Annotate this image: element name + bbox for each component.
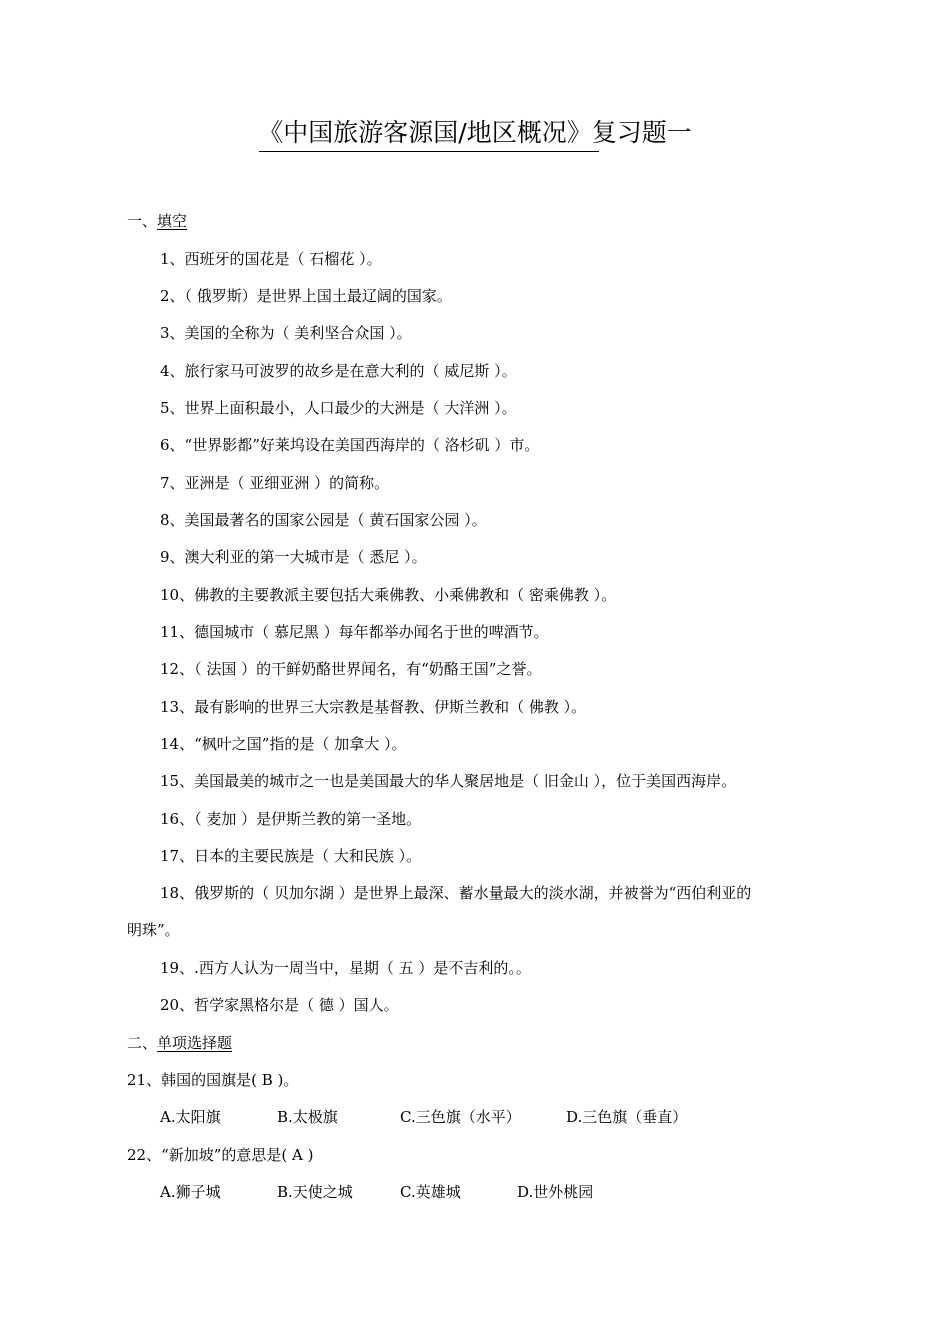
fill-item-7: 7、亚洲是（ 亚细亚洲 ）的简称。 [160, 474, 390, 492]
fill-item-15: 15、美国最美的城市之一也是美国最大的华人聚居地是（ 旧金山 ），位于美国西海岸。 [160, 772, 737, 790]
option-a: A.狮子城 [160, 1183, 221, 1201]
fill-item-5: 5、世界上面积最小，人口最少的大洲是（ 大洋洲 ）。 [160, 399, 517, 417]
fill-item-2: 2、（ 俄罗斯）是世界上国土最辽阔的国家。 [160, 287, 452, 305]
fill-item-4: 4、旅行家马可波罗的故乡是在意大利的（ 威尼斯 ）。 [160, 362, 517, 380]
option-c: C.三色旗（水平） [400, 1108, 521, 1126]
section-heading-choice [127, 1033, 232, 1053]
fill-item-14: 14、“枫叶之国”指的是（ 加拿大 ）。 [160, 735, 407, 753]
section-number: 二、 [127, 1034, 158, 1052]
section-number: 一、 [127, 212, 158, 230]
fill-item-10: 10、佛教的主要教派主要包括大乘佛教、小乘佛教和（ 密乘佛教 ）。 [160, 586, 617, 604]
option-c: C.英雄城 [400, 1183, 461, 1201]
option-b: B.太极旗 [277, 1108, 338, 1126]
fill-item-17: 17、日本的主要民族是（ 大和民族 ）。 [160, 847, 422, 865]
fill-item-19: 19、.西方人认为一周当中，星期（ 五 ）是不吉利的。。 [160, 959, 531, 977]
option-a: A.太阳旗 [160, 1108, 221, 1126]
fill-item-9: 9、澳大利亚的第一大城市是（ 悉尼 ）。 [160, 548, 427, 566]
question-21-stem: 21、韩国的国旗是( B )。 [127, 1071, 299, 1089]
fill-item-3: 3、美国的全称为（ 美利坚合众国 ）。 [160, 324, 412, 342]
fill-item-18-continued: 明珠”。 [127, 921, 180, 939]
section-label: 填空 [157, 212, 188, 230]
option-d: D.三色旗（垂直） [566, 1108, 688, 1126]
fill-item-11: 11、德国城市（ 慕尼黑 ）每年都举办闻名于世的啤酒节。 [160, 623, 549, 641]
page-title: 《中国旅游客源国/地区概况》复习题一 [258, 118, 692, 147]
fill-item-6: 6、“世界影都”好莱坞设在美国西海岸的（ 洛杉矶 ）市。 [160, 436, 540, 454]
option-b: B.天使之城 [277, 1183, 353, 1201]
question-22-stem: 22、“新加坡”的意思是( A ) [127, 1146, 314, 1164]
option-d: D.世外桃园 [517, 1183, 594, 1201]
fill-item-1: 1、西班牙的国花是（ 石榴花 ）。 [160, 250, 382, 268]
fill-item-13: 13、最有影响的世界三大宗教是基督教、伊斯兰教和（ 佛教 ）。 [160, 698, 587, 716]
fill-item-8: 8、美国最著名的国家公园是（ 黄石国家公园 ）。 [160, 511, 487, 529]
section-heading-fill [127, 211, 187, 231]
fill-item-18: 18、俄罗斯的（ 贝加尔湖 ）是世界上最深、蓄水量最大的淡水湖，并被誉为“西伯利亚的 [160, 884, 752, 902]
title-underline [259, 151, 599, 152]
section-label: 单项选择题 [157, 1034, 233, 1052]
fill-item-16: 16、（ 麦加 ）是伊斯兰教的第一圣地。 [160, 810, 422, 828]
fill-item-20: 20、哲学家黑格尔是（ 德 ）国人。 [160, 996, 399, 1014]
fill-item-12: 12、（ 法国 ）的干鲜奶酪世界闻名，有“奶酪王国”之誉。 [160, 660, 542, 678]
